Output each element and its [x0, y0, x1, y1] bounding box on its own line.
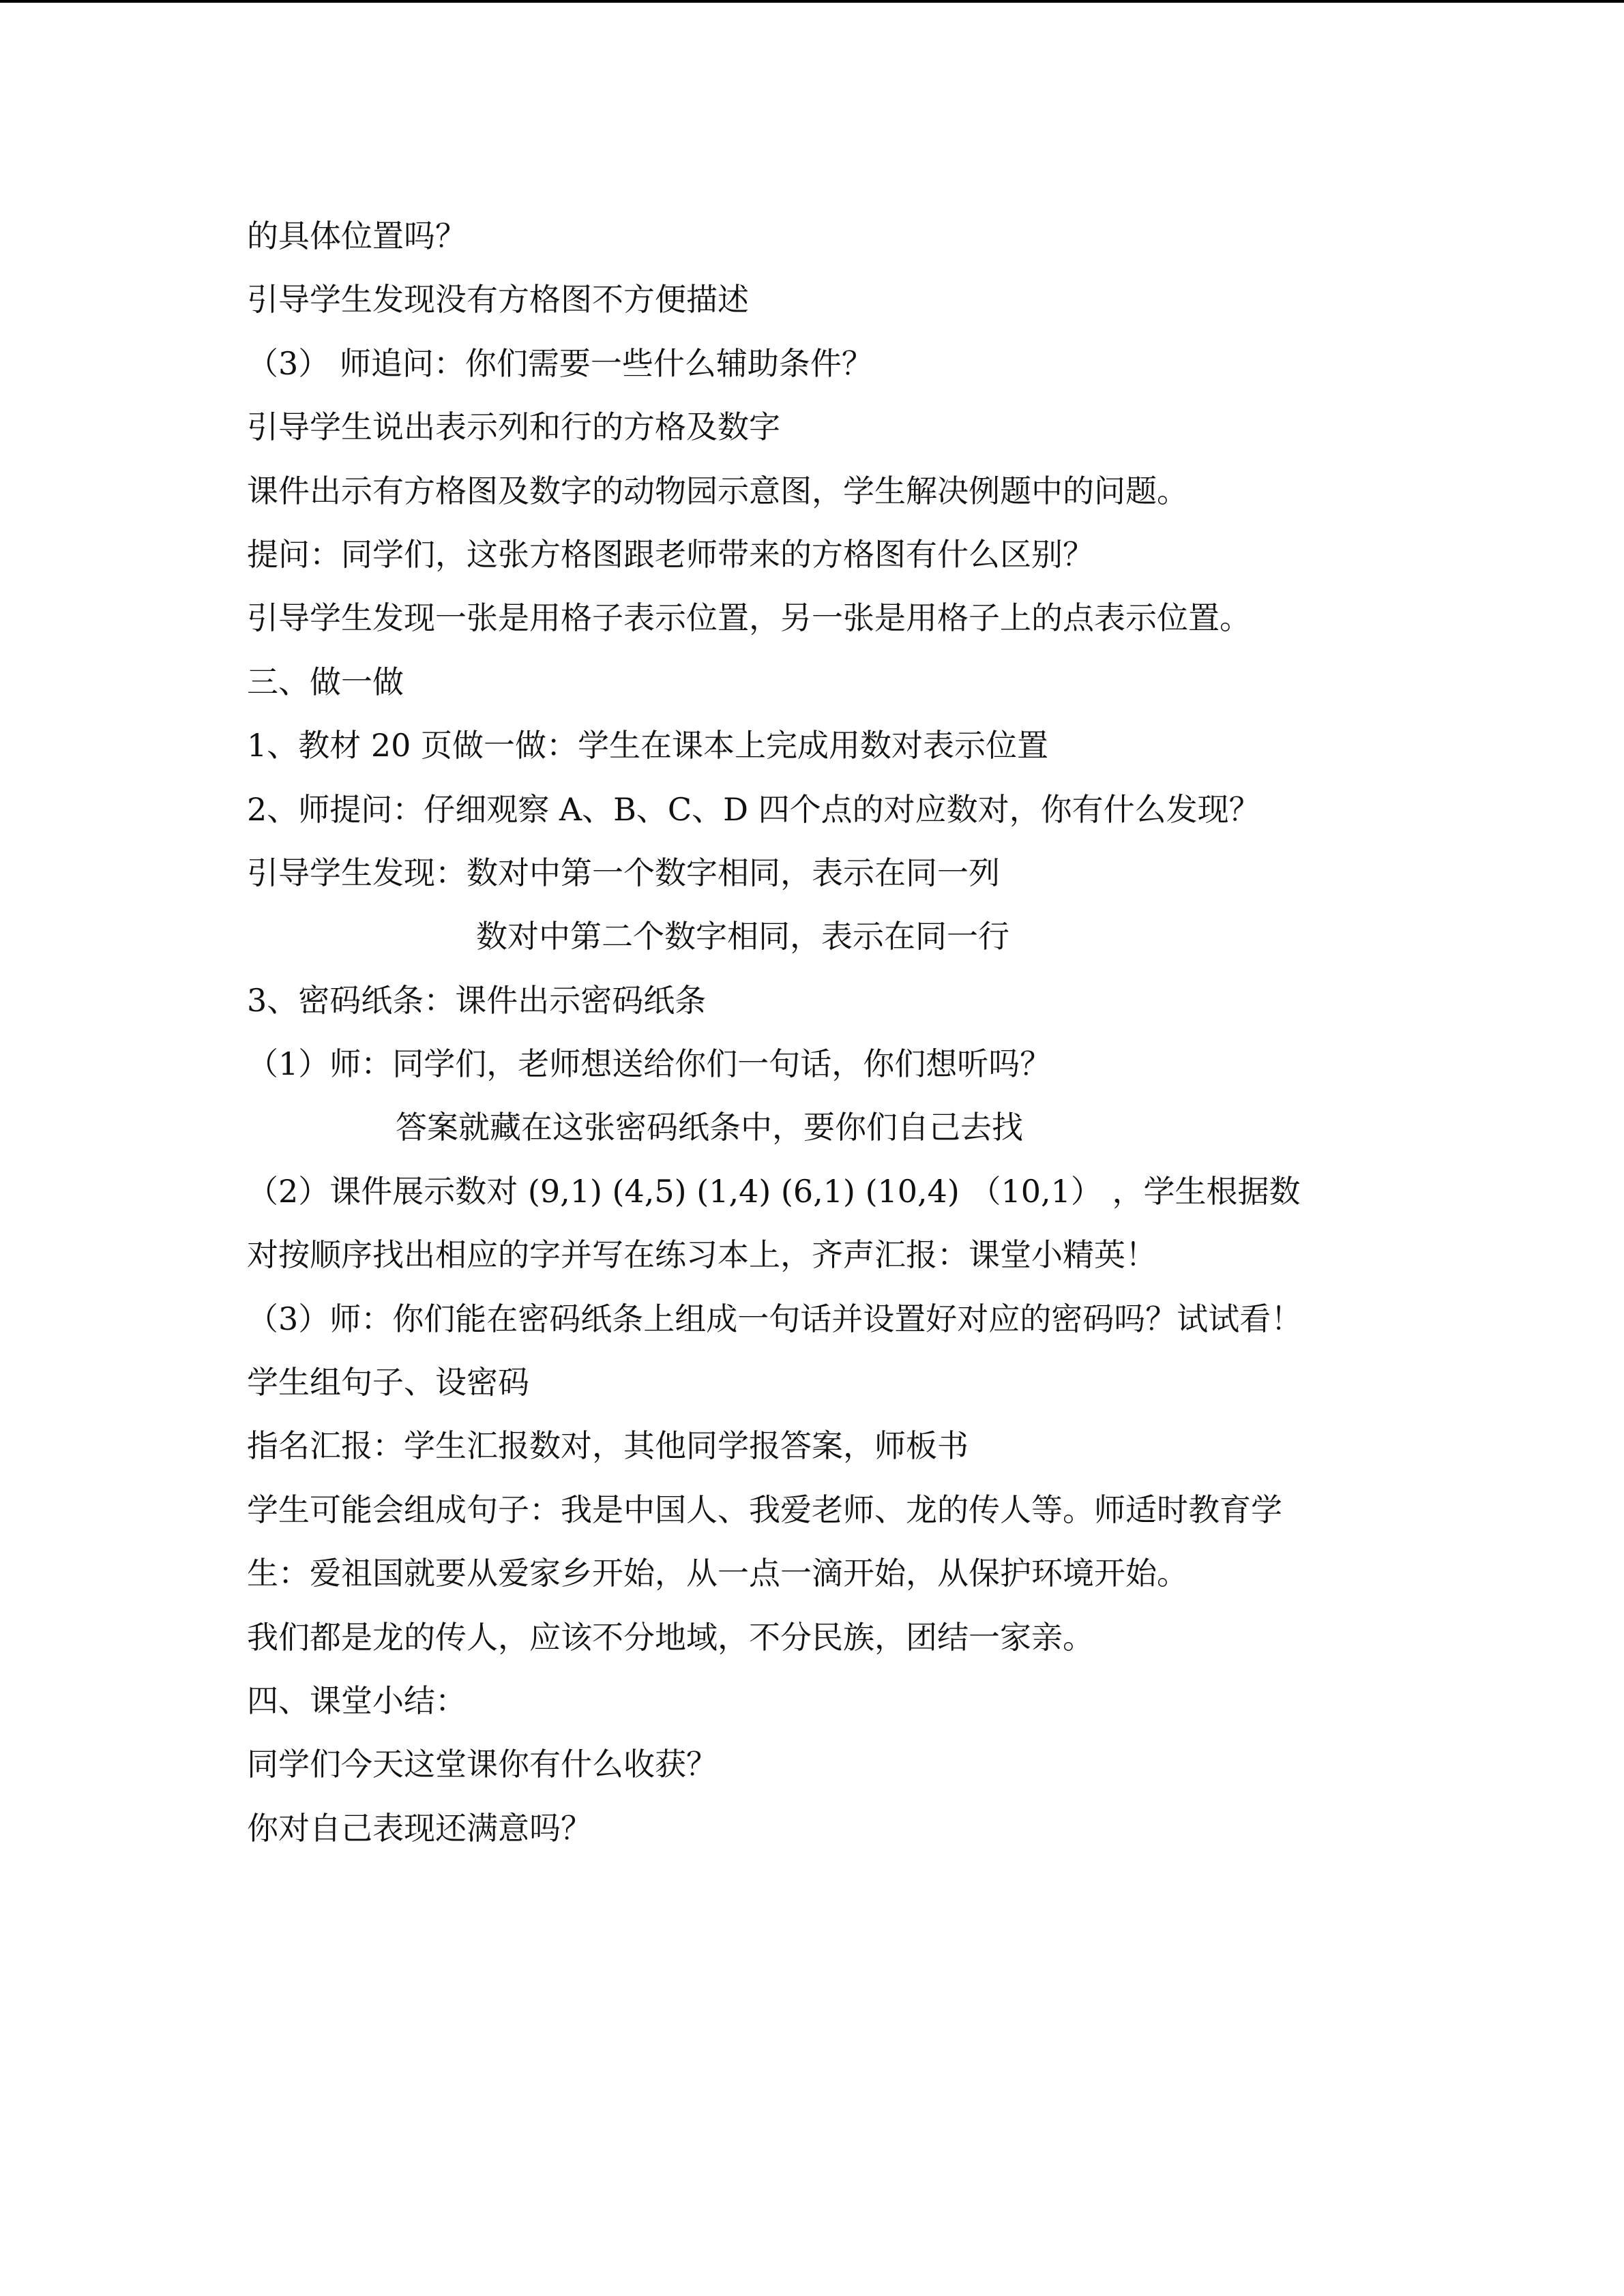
text-line: 课件出示有方格图及数字的动物园示意图，学生解决例题中的问题。	[247, 472, 1188, 509]
page-top-border	[0, 0, 1624, 3]
text-line: 学生组句子、设密码	[247, 1364, 529, 1401]
text-line: 2、师提问：仔细观察 A、B、C、D 四个点的对应数对，你有什么发现？	[247, 790, 1260, 828]
text-line: （1）师：同学们，老师想送给你们一句话，你们想听吗？	[247, 1045, 1052, 1083]
text-line: 学生可能会组成句子：我是中国人、我爱老师、龙的传人等。师适时教育学	[247, 1491, 1282, 1528]
document-body	[247, 205, 1406, 1860]
text-line: 引导学生发现没有方格图不方便描述	[247, 281, 749, 318]
text-line: 同学们今天这堂课你有什么收获？	[247, 1746, 718, 1783]
text-line: 答案就藏在这张密码纸条中，要你们自己去找	[396, 1109, 1023, 1146]
text-line: 1、教材 20 页做一做：学生在课本上完成用数对表示位置	[247, 727, 1049, 764]
section-heading: 四、课堂小结：	[247, 1682, 467, 1719]
text-line: （3） 师追问：你们需要一些什么辅助条件？	[247, 344, 873, 382]
text-line: 对按顺序找出相应的字并写在练习本上，齐声汇报：课堂小精英！	[247, 1236, 1157, 1274]
text-line: 引导学生发现一张是用格子表示位置，另一张是用格子上的点表示位置。	[247, 599, 1251, 637]
text-line: 你对自己表现还满意吗？	[247, 1809, 592, 1847]
section-heading: 三、做一做	[247, 663, 404, 700]
text-line: 生：爱祖国就要从爱家乡开始，从一点一滴开始，从保护环境开始。	[247, 1555, 1188, 1592]
text-line: （2）课件展示数对 (9,1) (4,5) (1,4) (6,1) (10,4) （10,1） ，学生根据数	[247, 1172, 1301, 1210]
text-line: 我们都是龙的传人，应该不分地域，不分民族，团结一家亲。	[247, 1618, 1094, 1656]
text-line: 的具体位置吗？	[247, 218, 467, 254]
text-line: 指名汇报：学生汇报数对，其他同学报答案，师板书	[247, 1427, 969, 1465]
text-line: 3、密码纸条：课件出示密码纸条	[247, 981, 707, 1019]
text-line: 引导学生说出表示列和行的方格及数字	[247, 408, 780, 446]
text-line: 提问：同学们，这张方格图跟老师带来的方格图有什么区别？	[247, 535, 1094, 573]
text-line: （3）师：你们能在密码纸条上组成一句话并设置好对应的密码吗？试试看！	[247, 1300, 1303, 1337]
text-line: 数对中第二个数字相同，表示在同一行	[476, 918, 1009, 955]
text-line: 引导学生发现：数对中第一个数字相同，表示在同一列	[247, 854, 1000, 891]
